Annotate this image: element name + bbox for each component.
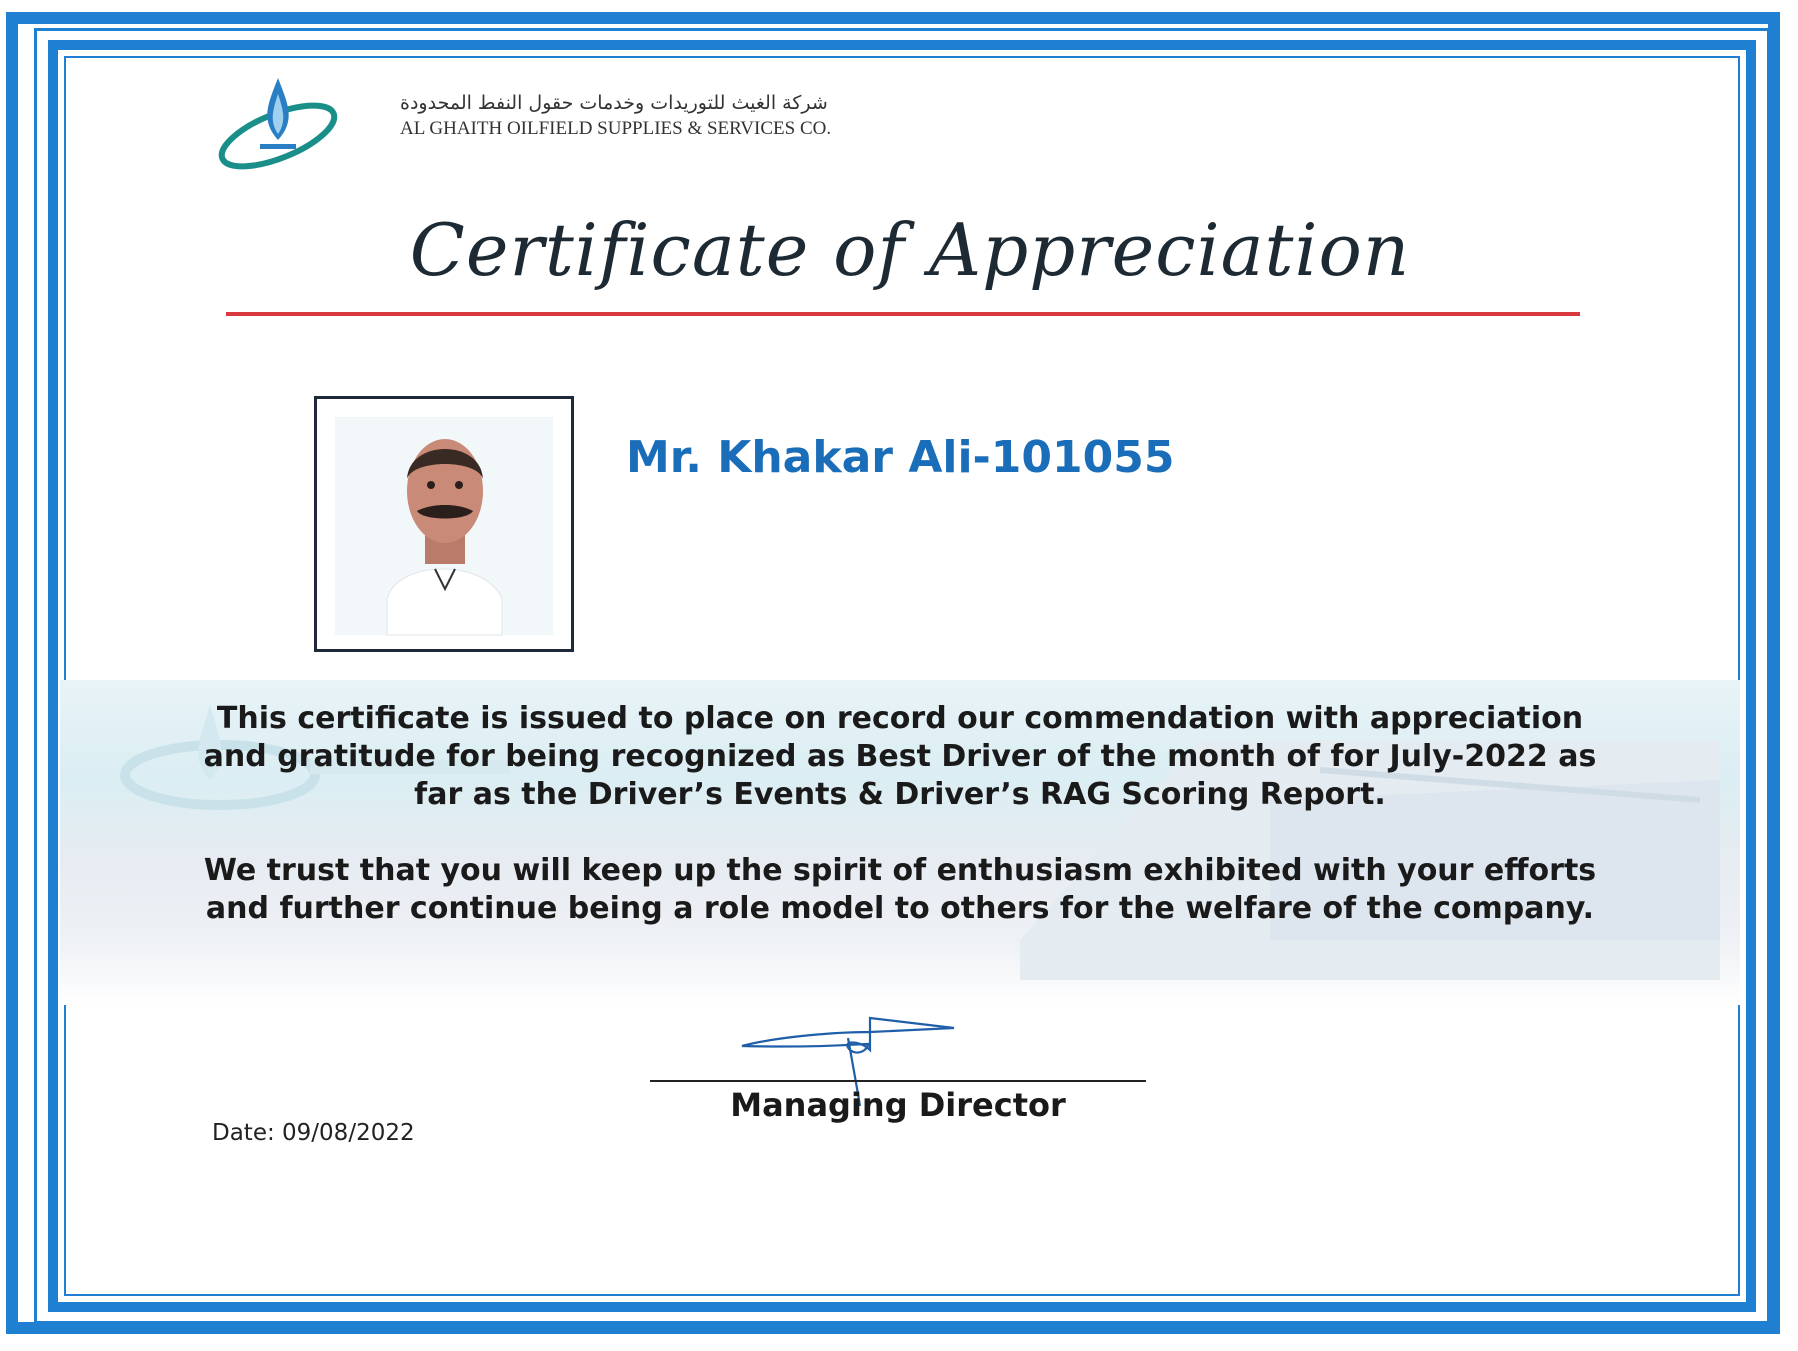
company-header (400, 92, 860, 140)
certificate-title: Certificate of Appreciation (409, 208, 1411, 292)
encouragement-paragraph (200, 852, 1600, 928)
paragraph-line: and further continue being a role model to others for the welfare of the company. (205, 891, 1595, 926)
company-name-english: AL GHAITH OILFIELD SUPPLIES & SERVICES CO. (400, 118, 832, 139)
issue-date: Date: 09/08/2022 (212, 1120, 415, 1146)
company-logo-icon (212, 74, 346, 178)
commendation-paragraph (200, 700, 1600, 814)
paragraph-line: far as the Driver’s Events & Driver’s RAG Scoring Report. (414, 777, 1386, 812)
title-underline (226, 312, 1580, 316)
signatory-title: Managing Director (730, 1086, 1066, 1124)
paragraph-line: This certificate is issued to place on record our commendation with appreciation (216, 701, 1584, 736)
recipient-photo (314, 396, 574, 652)
signature-line (650, 1080, 1146, 1082)
recipient-name: Mr. Khakar Ali-101055 (626, 432, 1175, 483)
paragraph-line: We trust that you will keep up the spirit of enthusiasm exhibited with your efforts (203, 853, 1597, 888)
company-name-arabic: شركة الغيث للتوريدات وخدمات حقول النفط المحدودة (400, 92, 828, 114)
portrait-image (317, 399, 571, 649)
paragraph-line: and gratitude for being recognized as Best Driver of the month of for July-2022 as (203, 739, 1597, 774)
